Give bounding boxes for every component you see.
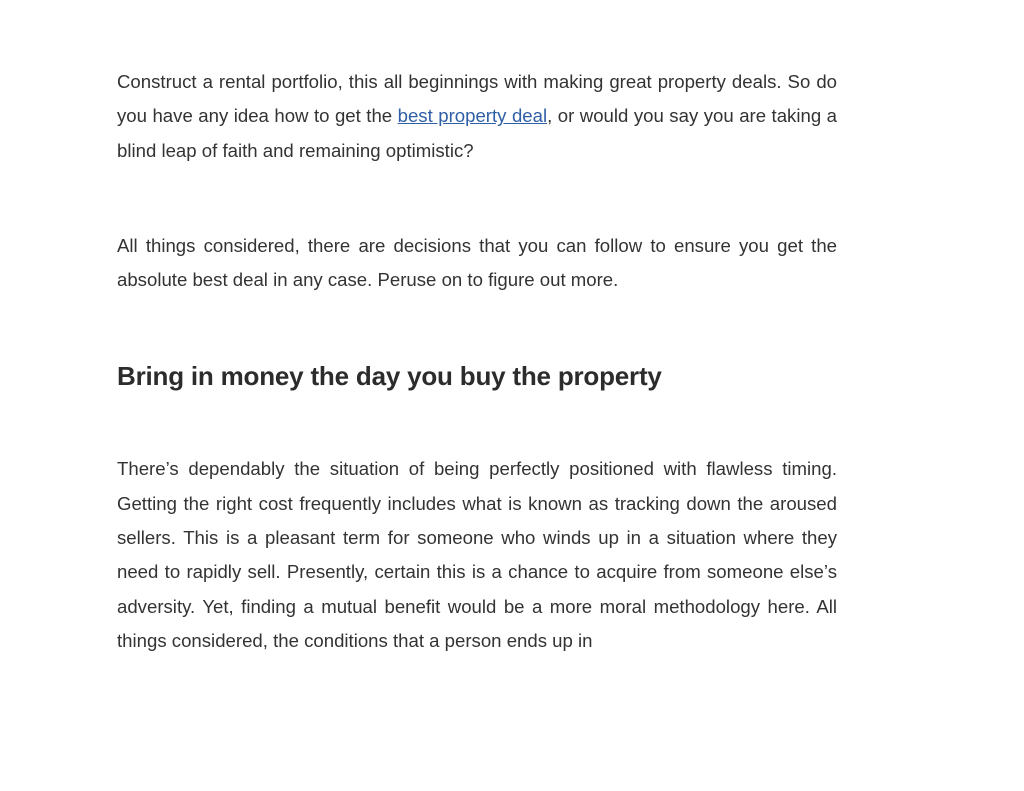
best-property-deal-link[interactable]: best property deal — [397, 105, 548, 127]
intro-paragraph — [117, 65, 837, 168]
section-heading: Bring in money the day you buy the property — [117, 361, 662, 392]
section-paragraph: There’s dependably the situation of being perfectly positioned with flawless timing. Getting the right cost frequently includes what is known as tracking down the aroused sellers. This is a pleasant term for someone who winds up in a situation where they need to rapidly sell. Presently, certain this is a chance to acquire from someone else’s adversity. Yet, finding a mutual benefit would be a more moral methodology here. All things considered, the conditions that a person ends up in — [117, 458, 837, 651]
intro-text-after-link: , or would you say you are taking a blind leap of faith and remaining optimistic? — [117, 105, 837, 161]
intro-text-before-link: Construct a rental portfolio, this all beginnings with making great property deals. So do you have any idea how to get the — [117, 71, 837, 127]
second-paragraph: All things considered, there are decisions that you can follow to ensure you get the absolute best deal in any case. Peruse on to figure out more. — [117, 234, 837, 291]
article-body — [117, 65, 837, 658]
